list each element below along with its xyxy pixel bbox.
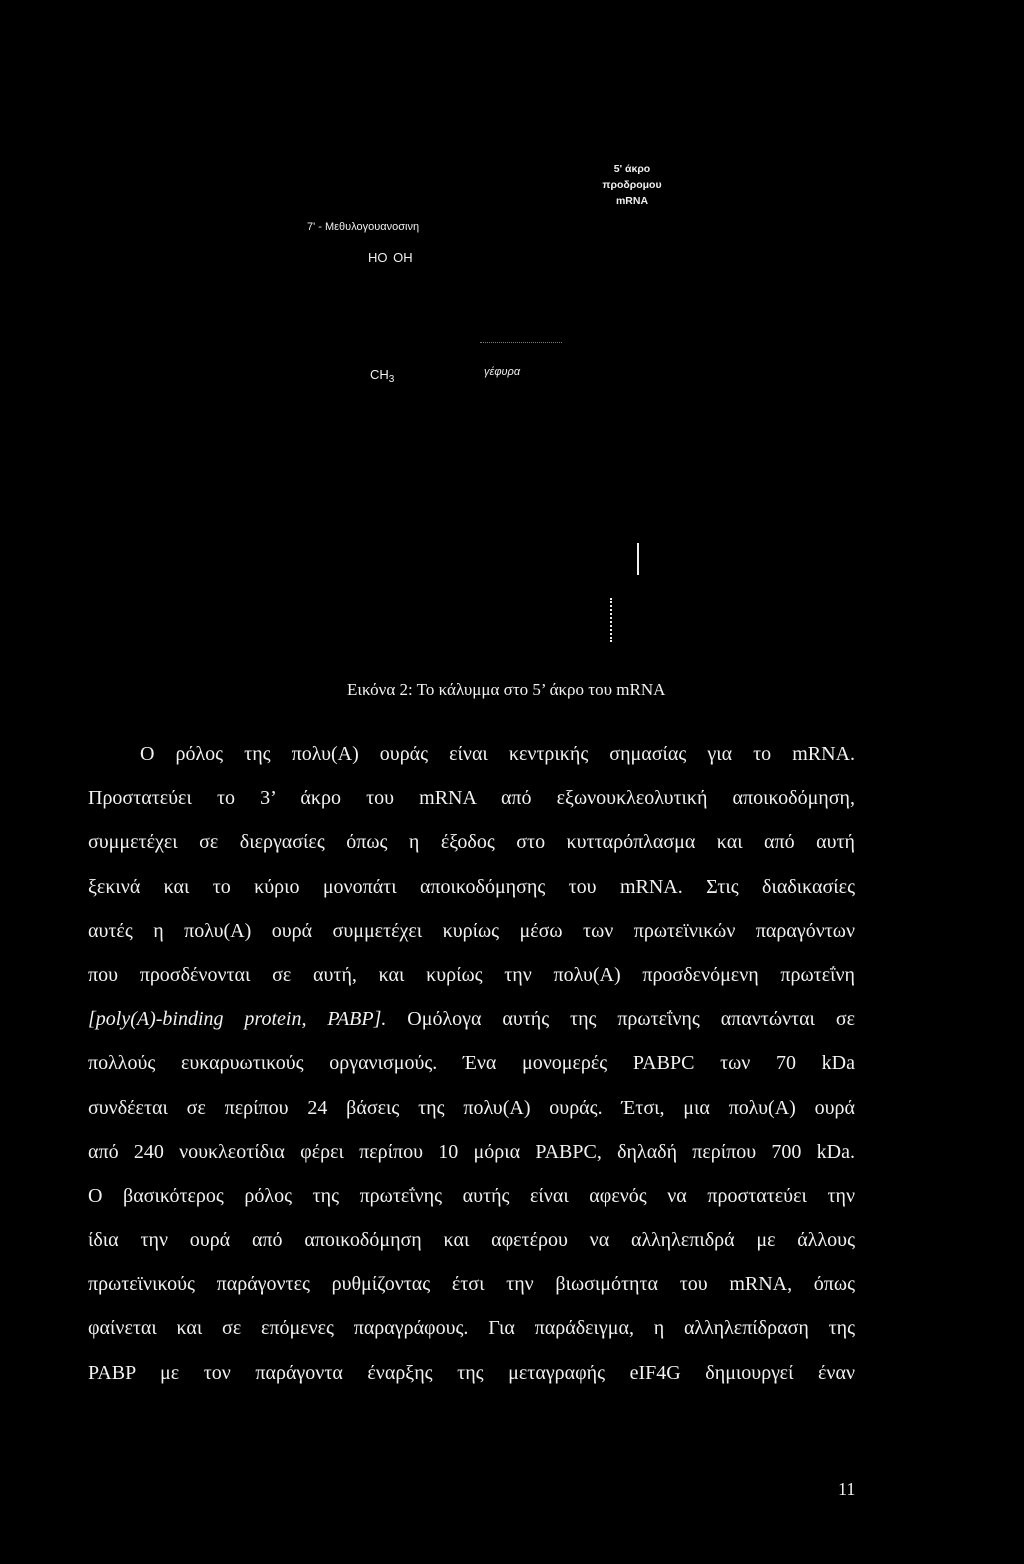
five-prime-end-label — [598, 161, 666, 209]
body-line-12: ίδια την ουρά από αποικοδόμηση και αφετέρου να αλληλεπιδρά με άλλους — [88, 1229, 855, 1252]
figure-caption — [347, 680, 665, 700]
methylguanosine-label: 7' - Μεθυλογουανοσινη — [307, 221, 420, 233]
methyl-group-base: CH — [370, 367, 389, 382]
dotted-bond-line — [610, 598, 612, 642]
body-line-14: φαίνεται και σε επόμενες παραγράφους. Για παράδειγμα, η αλληλεπίδραση της — [88, 1317, 855, 1340]
body-line-11: Ο βασικότερος ρόλος της πρωτεΐνης αυτής είναι αφενός να προστατεύει την — [88, 1184, 855, 1207]
bond-line — [480, 342, 562, 343]
figure-caption-label: Εικόνα 2: — [347, 680, 413, 699]
cap-structure-figure — [0, 0, 1024, 660]
hydroxyls-label: HO OH — [368, 250, 413, 265]
body-line-4: ξεκινά και το κύριο μονοπάτι αποικοδόμησης του mRNA. Στις διαδικασίες — [88, 875, 855, 898]
body-line-13: πρωτεϊνικούς παράγοντες ρυθμίζοντας έτσι την βιωσιμότητα του mRNA, όπως — [88, 1273, 855, 1296]
body-line-10: από 240 νουκλεοτίδια φέρει περίπου 10 μόρια PABPC, δηλαδή περίπου 700 kDa. — [88, 1140, 855, 1163]
five-prime-end-label-line-1: 5' άκρο — [613, 163, 651, 175]
five-prime-end-label-line-2: προδρομου — [602, 179, 662, 191]
body-line-8: πολλούς ευκαρυωτικούς οργανισμούς. Ένα μονομερές PABPC των 70 kDa — [88, 1052, 855, 1075]
vertical-bond-line — [637, 543, 639, 575]
page-number: 11 — [838, 1479, 856, 1499]
body-paragraph — [88, 732, 855, 1395]
body-line-6: που προσδένονται σε αυτή, και κυρίως την πολυ(Α) προσδενόμενη πρωτεΐνη — [88, 963, 855, 986]
body-line-1: Ο ρόλος της πολυ(Α) ουράς είναι κεντρικής σημασίας για το mRNA. — [140, 743, 855, 765]
methyl-group-label — [370, 367, 394, 385]
five-prime-end-label-line-3: mRNA — [615, 195, 649, 207]
bridge-label: γέφυρα — [484, 366, 521, 378]
body-line-3: συμμετέχει σε διεργασίες όπως η έξοδος στο κυτταρόπλασμα και από αυτή — [88, 831, 855, 854]
pabp-term-italic: [poly(A)-binding protein, PABP]. — [88, 1008, 387, 1031]
body-line-5: αυτές η πολυ(Α) ουρά συμμετέχει κυρίως μέσω των πρωτεϊνικών παραγόντων — [88, 919, 855, 942]
body-line-15: PABP με τον παράγοντα έναρξης της μεταγραφής eIF4G δημιουργεί έναν — [88, 1361, 855, 1384]
body-line-7-rest: Ομόλογα αυτής της πρωτεΐνης απαντώνται σε — [386, 1008, 855, 1031]
body-line-9: συνδέεται σε περίπου 24 βάσεις της πολυ(Α) ουράς. Έτσι, μια πολυ(Α) ουρά — [88, 1096, 855, 1119]
body-line-7 — [88, 997, 855, 1041]
figure-caption-text: Το κάλυμμα στο 5’ άκρο του mRNA — [412, 680, 666, 699]
methyl-group-subscript: 3 — [388, 374, 395, 385]
body-line-2: Προστατεύει το 3’ άκρο του mRNA από εξωνουκλεολυτική αποικοδόμηση, — [88, 787, 855, 810]
